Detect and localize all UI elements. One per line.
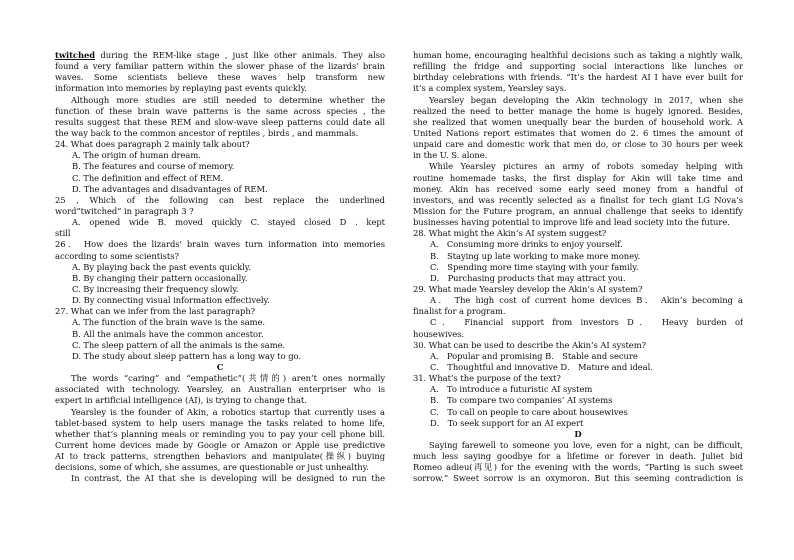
right-text-line bbox=[413, 251, 743, 262]
line-text: C. The sleep pattern of all the animals is the same. bbox=[72, 339, 286, 350]
right-text-line bbox=[413, 184, 743, 195]
line-text: sorrow.” Sweet sorrow is an oxymoron. But this seeming contradiction is bbox=[413, 473, 743, 484]
right-text-line bbox=[413, 462, 743, 473]
line-text: the way back to the common ancestor of reptiles , birds , and mammals. bbox=[55, 127, 359, 138]
line-text: 26． How does the lizards' brain waves turn information into memories bbox=[55, 239, 385, 250]
right-text-line bbox=[413, 273, 743, 284]
left-text-line bbox=[55, 161, 385, 172]
right-text-line bbox=[413, 50, 743, 61]
right-text-line bbox=[413, 139, 743, 150]
line-text: Saying farewell to someone you love, even for a night, can be difficult, bbox=[429, 439, 743, 450]
line-text: C. By increasing their frequency slowly. bbox=[72, 283, 239, 294]
line-text: decisions, some of which, she assumes, are questionable or just unhealthy. bbox=[55, 462, 369, 473]
left-text-line bbox=[55, 284, 385, 295]
line-text: 28. What might the Akin’s AI system suggest? bbox=[413, 228, 607, 239]
left-text-line bbox=[55, 228, 385, 239]
right-text-line bbox=[413, 106, 743, 117]
left-text-line bbox=[55, 262, 385, 273]
right-text-line bbox=[413, 373, 743, 384]
right-text-line bbox=[413, 362, 743, 373]
left-column bbox=[55, 50, 385, 484]
left-text-line bbox=[55, 273, 385, 284]
line-text: 27. What can we infer from the last paragraph? bbox=[55, 306, 256, 317]
line-text: D. The advantages and disadvantages of REM. bbox=[72, 183, 268, 194]
line-text: investors, and was recently selected as a finalist for tech giant LG Nova’s bbox=[413, 194, 743, 205]
right-text-line bbox=[413, 173, 743, 184]
left-text-line bbox=[55, 206, 385, 217]
left-text-line bbox=[55, 173, 385, 184]
right-text-line bbox=[413, 195, 743, 206]
line-text: AI to track patterns, strengthen behaviors and manipulate(操纵) buying bbox=[55, 451, 385, 462]
line-text: The words “caring” and “empathetic”(共情的) aren’t ones normally bbox=[71, 373, 385, 384]
line-text: C bbox=[216, 361, 224, 372]
right-text-line bbox=[413, 429, 743, 440]
right-text-line bbox=[413, 351, 743, 362]
right-text-line bbox=[413, 161, 743, 172]
line-text: information into memories by replaying past events quickly. bbox=[55, 83, 307, 94]
right-text-line bbox=[413, 72, 743, 83]
left-text-line bbox=[55, 429, 385, 440]
line-text: C． Spending more time staying with your family. bbox=[430, 261, 639, 272]
left-text-line bbox=[55, 451, 385, 462]
line-text: 24. What does paragraph 2 mainly talk about? bbox=[55, 139, 250, 150]
right-text-line bbox=[413, 217, 743, 228]
line-text: whether that’s planning meals or reminding you to pay your cell phone bill. bbox=[55, 428, 385, 439]
left-text-line bbox=[55, 384, 385, 395]
line-text: results suggest that these REM and slow-wave sleep patterns could date all bbox=[55, 116, 385, 127]
line-text: 29. What made Yearsley develop the Akin’s AI system? bbox=[413, 283, 643, 294]
left-text-line bbox=[55, 139, 385, 150]
right-text-line bbox=[413, 262, 743, 273]
line-text: Although more studies are still needed to determine whether the bbox=[71, 94, 385, 105]
line-text: finalist for a program. bbox=[413, 306, 506, 317]
line-text: much less saying goodbye for a lifetime or forever in death. Juliet bid bbox=[413, 451, 743, 462]
line-text: human home, encouraging healthful decisions such as taking a nightly walk, bbox=[413, 50, 743, 60]
line-text: 25 , Which of the following can best replace the underlined bbox=[55, 194, 385, 205]
line-text: A． The high cost of current home devices B． Akin’s becoming a bbox=[430, 295, 743, 306]
line-text: C. The definition and effect of REM. bbox=[72, 172, 224, 183]
right-text-line bbox=[413, 61, 743, 72]
line-text: D bbox=[574, 428, 582, 439]
line-text: A． Consuming more drinks to enjoy yourself. bbox=[430, 239, 623, 250]
line-text: associated with technology. Yearsley, an Australian enterpriser who is bbox=[55, 384, 385, 395]
left-text-line bbox=[55, 95, 385, 106]
left-text-line bbox=[55, 329, 385, 340]
right-text-line bbox=[413, 384, 743, 395]
left-text-line bbox=[55, 83, 385, 94]
left-text-line bbox=[55, 340, 385, 351]
right-text-line bbox=[413, 206, 743, 217]
line-text: Romeo adieu(再见) for the evening with the words, “Parting is such sweet bbox=[413, 462, 743, 473]
left-text-line bbox=[55, 72, 385, 83]
line-text: function of these brain wave patterns is the same across species , the bbox=[55, 105, 385, 116]
line-text: refilling the fridge and supporting social interactions like lunches or bbox=[413, 61, 743, 72]
left-text-line bbox=[55, 395, 385, 406]
left-text-line bbox=[55, 195, 385, 206]
line-text: C． To call on people to care about housewives bbox=[430, 406, 628, 417]
right-text-line bbox=[413, 440, 743, 451]
left-text-line bbox=[55, 50, 385, 61]
right-text-line bbox=[413, 340, 743, 351]
left-text-line bbox=[55, 317, 385, 328]
right-text-line bbox=[413, 117, 743, 128]
line-text: B． To compare two companies’ AI systems bbox=[430, 395, 613, 406]
right-text-line bbox=[413, 83, 743, 94]
right-text-line bbox=[413, 128, 743, 139]
line-text: D. The study about sleep pattern has a long way to go. bbox=[72, 350, 301, 361]
left-text-line bbox=[55, 150, 385, 161]
left-text-line bbox=[55, 373, 385, 384]
line-text: Current home devices made by Google or Amazon or Apple use predictive bbox=[55, 439, 385, 450]
right-text-line bbox=[413, 329, 743, 340]
line-text: B. All the animals have the common ancestor. bbox=[72, 328, 264, 339]
left-text-line bbox=[55, 407, 385, 418]
line-text: 31. What’s the purpose of the text? bbox=[413, 373, 561, 384]
line-text: routine homemade tasks, the first display for Akin will take time and bbox=[413, 172, 743, 183]
line-text: according to some scientists? bbox=[55, 250, 179, 261]
line-text: A． To introduce a futuristic AI system bbox=[430, 384, 593, 395]
line-text: A. By playing back the past events quickly. bbox=[72, 261, 251, 272]
line-text: A. The origin of human dream. bbox=[72, 150, 201, 161]
line-text: 30. What can be used to describe the Akin’s AI system? bbox=[413, 339, 647, 350]
line-text: While Yearsley pictures an army of robots someday helping with bbox=[429, 161, 743, 172]
line-text: A. opened wide B. moved quickly C. stayed closed D . kept bbox=[72, 217, 385, 228]
left-text-line bbox=[55, 462, 385, 473]
right-text-line bbox=[413, 284, 743, 295]
right-text-line bbox=[413, 306, 743, 317]
right-text-line bbox=[413, 239, 743, 250]
right-text-line bbox=[413, 395, 743, 406]
line-text: Yearsley began developing the Akin technology in 2017, when she bbox=[429, 94, 743, 105]
line-text: realized the need to better manage the home is hugely ignored. Besides, bbox=[413, 105, 743, 116]
line-text: during the REM-like stage , just like other animals. They also bbox=[95, 50, 385, 60]
left-text-line bbox=[55, 117, 385, 128]
left-text-line bbox=[55, 106, 385, 117]
left-text-line bbox=[55, 251, 385, 262]
line-text: waves. Some scientists believe these waves help transform new bbox=[55, 72, 385, 83]
left-text-line bbox=[55, 217, 385, 228]
left-text-line bbox=[55, 440, 385, 451]
line-text: A. The function of the brain wave is the same. bbox=[72, 317, 266, 328]
right-text-line bbox=[413, 95, 743, 106]
line-text: housewives. bbox=[413, 328, 465, 339]
right-text-line bbox=[413, 150, 743, 161]
right-text-line bbox=[413, 407, 743, 418]
line-text: C． Thoughtful and innovative D． Mature and ideal. bbox=[430, 361, 653, 372]
left-text-line bbox=[55, 362, 385, 373]
right-text-line bbox=[413, 295, 743, 306]
left-text-line bbox=[55, 184, 385, 195]
line-text: D． To seek support for an AI expert bbox=[430, 417, 584, 428]
line-text: money. Akin has received some early seed money from a handful of bbox=[413, 183, 743, 194]
right-text-line bbox=[413, 473, 743, 484]
left-text-line bbox=[55, 295, 385, 306]
line-text: B． Staying up late working to make more money. bbox=[430, 250, 641, 261]
line-text: still bbox=[55, 228, 71, 239]
left-text-line bbox=[55, 239, 385, 250]
line-text: expert in artificial intelligence (AI), is trying to change that. bbox=[55, 395, 307, 406]
line-text: it’s a complex system, Yearsley says. bbox=[413, 83, 567, 94]
line-text: word“twitched” in paragraph 3 ? bbox=[55, 205, 194, 216]
left-text-line bbox=[55, 418, 385, 429]
line-text: tablet-based system to help users manage the tasks related to home life, bbox=[55, 417, 385, 428]
underlined-word: twitched bbox=[55, 50, 96, 60]
left-text-line bbox=[55, 61, 385, 72]
line-text: in the U. S. alone. bbox=[413, 150, 488, 161]
line-text: D. By connecting visual information effectively. bbox=[72, 295, 270, 306]
line-text: D． Purchasing products that may attract you. bbox=[430, 272, 626, 283]
line-text: Mission for the Future program, an annual challenge that seeks to identify bbox=[413, 205, 743, 216]
line-text: In contrast, the AI that she is developing will be designed to run the bbox=[71, 473, 385, 484]
line-text: birthday celebrations with friends. “It’s the hardest AI I have ever built for bbox=[413, 72, 743, 83]
line-text: B. The features and course of memory. bbox=[72, 161, 235, 172]
line-text: she realized that women unequally bear the burden of household work. A bbox=[413, 116, 743, 127]
right-column bbox=[413, 50, 743, 484]
line-text: businesses having potential to improve life and lead society into the future. bbox=[413, 217, 730, 228]
left-text-line bbox=[55, 473, 385, 484]
line-text: found a very familiar pattern within the slower phase of the lizards' brain bbox=[55, 61, 385, 72]
line-text: unpaid care and domestic work that men do, or close to 30 hours per week bbox=[413, 139, 743, 150]
left-text-line bbox=[55, 351, 385, 362]
left-text-line bbox=[55, 128, 385, 139]
line-text: B. By changing their pattern occasionally. bbox=[72, 272, 248, 283]
right-text-line bbox=[413, 317, 743, 328]
right-text-line bbox=[413, 228, 743, 239]
line-text: A． Popular and promising B． Stable and secure bbox=[430, 350, 638, 361]
line-text: C． Financial support from investors D． Heavy burden of bbox=[430, 317, 743, 328]
right-text-line bbox=[413, 451, 743, 462]
line-text: United Nations report estimates that women do 2. 6 times the amount of bbox=[413, 127, 743, 138]
right-text-line bbox=[413, 418, 743, 429]
line-text: Yearsley is the founder of Akin, a robotics startup that currently uses a bbox=[71, 406, 385, 417]
left-text-line bbox=[55, 306, 385, 317]
